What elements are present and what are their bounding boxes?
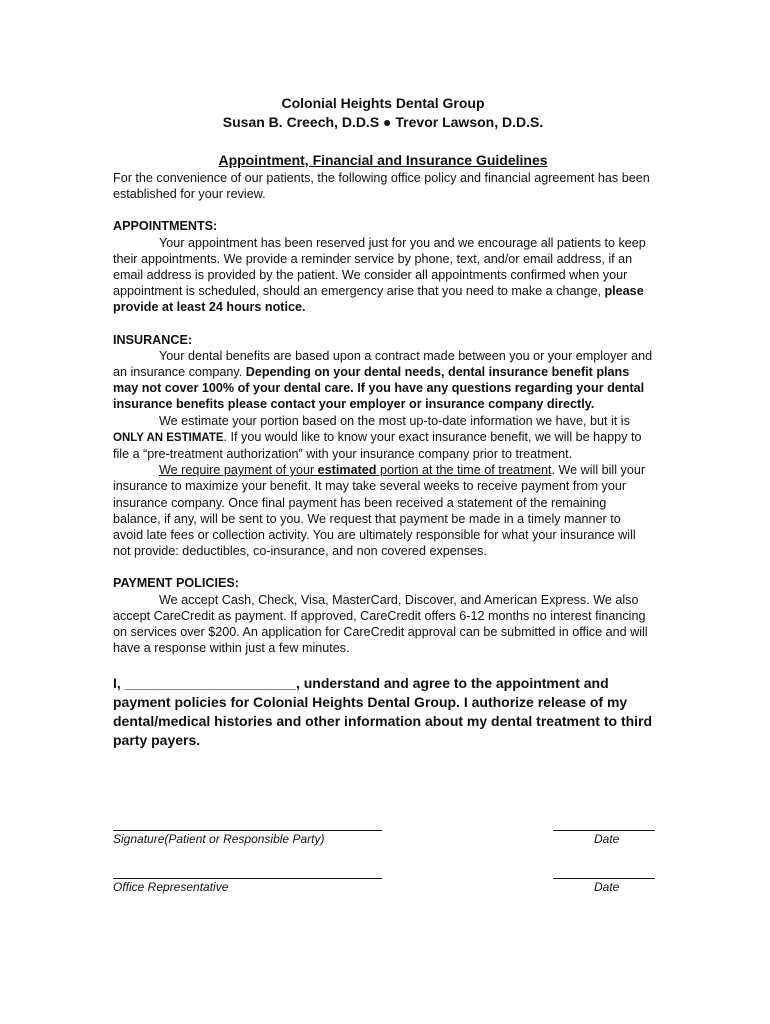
appointments-notice: please provide at least 24 hours notice. — [113, 284, 644, 315]
office-date-line[interactable] — [553, 878, 655, 879]
insurance-p2-end: . If you would like to know your exact insurance benefit, we will be happy to file a “pre-treatment authorization” with your insurance company prior to treatment. — [113, 429, 642, 462]
estimate-emphasis: ONLY AN ESTIMATE — [113, 431, 224, 444]
office-signature-line[interactable] — [113, 878, 382, 879]
name-blank[interactable]: ______________________ — [124, 675, 296, 692]
document-title: Appointment, Financial and Insurance Guidelines — [218, 152, 548, 168]
payment-paragraph: We accept Cash, Check, Visa, MasterCard, Discover, and American Express. We also accept CareCredit as payment. If approved, CareCredit offers 6-12 months no interest financing on services over $200. An application for CareCredit approval can be submitted in office and will have a response within just a few minutes. — [113, 592, 648, 656]
insurance-p1-bold: Depending on your dental needs, dental insurance benefit plans may not cover 100% of your dental care. If you have any questions regarding your dental insurance benefits please contact your employer or insurance company directly. — [113, 365, 645, 412]
payment-heading: PAYMENT POLICIES: — [113, 576, 239, 591]
doctor-names: Susan B. Creech, D.D.S ● Trevor Lawson, D.D.S. — [222, 114, 544, 130]
patient-signature-label: Signature(Patient or Responsible Party) — [113, 832, 325, 846]
appointments-text: Your appointment has been reserved just for you and we encourage all patients to keep their appointments. We provide a reminder service by phone, text, and/or email address, if an email address is provided by the patient. We consider all appointments confirmed when your appointment is scheduled, should an emergency arise that you need to make a change, — [113, 235, 646, 299]
insurance-paragraph-2 — [113, 413, 653, 463]
agreement-text: , understand and agree to the appointment and payment policies for Colonial Heights Dental Group. I authorize release of my dental/medical histories and other information about my dental treatment to third party payers. — [113, 675, 653, 749]
office-date-label: Date — [594, 880, 620, 894]
agreement-statement — [113, 674, 653, 750]
insurance-paragraph-3 — [113, 462, 653, 559]
document-page — [113, 94, 653, 750]
insurance-p3-end: . We will bill your insurance to maximize your benefit. It may take several weeks to receive payment from your insurance company. Once final payment has been received a statement of the remaining balance, if any, will be sent to you. We request that payment be made in a timely manner to avoid late fees or collection activity. You are ultimately responsible for what your insurance will not provide: deductibles, co-insurance, and non covered expenses. — [113, 463, 646, 559]
requirement-start: We require payment of your — [159, 463, 318, 478]
patient-date-label: Date — [594, 832, 620, 846]
insurance-paragraph-1 — [113, 348, 653, 413]
estimated-emphasis: estimated — [317, 463, 377, 478]
appointments-heading: APPOINTMENTS: — [113, 219, 218, 234]
practice-name: Colonial Heights Dental Group — [281, 95, 485, 111]
insurance-p1-text: Your dental benefits are based upon a contract made between you or your employer and an insurance company. — [113, 348, 653, 380]
document-header — [113, 94, 653, 170]
office-representative-label: Office Representative — [113, 880, 229, 894]
patient-signature-line[interactable] — [113, 830, 382, 831]
appointments-paragraph — [113, 235, 653, 316]
payment-requirement — [159, 463, 551, 477]
patient-date-line[interactable] — [553, 830, 655, 831]
insurance-heading: INSURANCE: — [113, 332, 193, 347]
insurance-p2-start: We estimate your portion based on the most up-to-date information we have, but it is — [159, 413, 630, 428]
requirement-end: portion at the time of treatment — [376, 463, 552, 478]
agreement-prefix: I, — [113, 675, 125, 692]
intro-paragraph: For the convenience of our patients, the following office policy and financial agreement has been established for your review. — [113, 171, 650, 202]
